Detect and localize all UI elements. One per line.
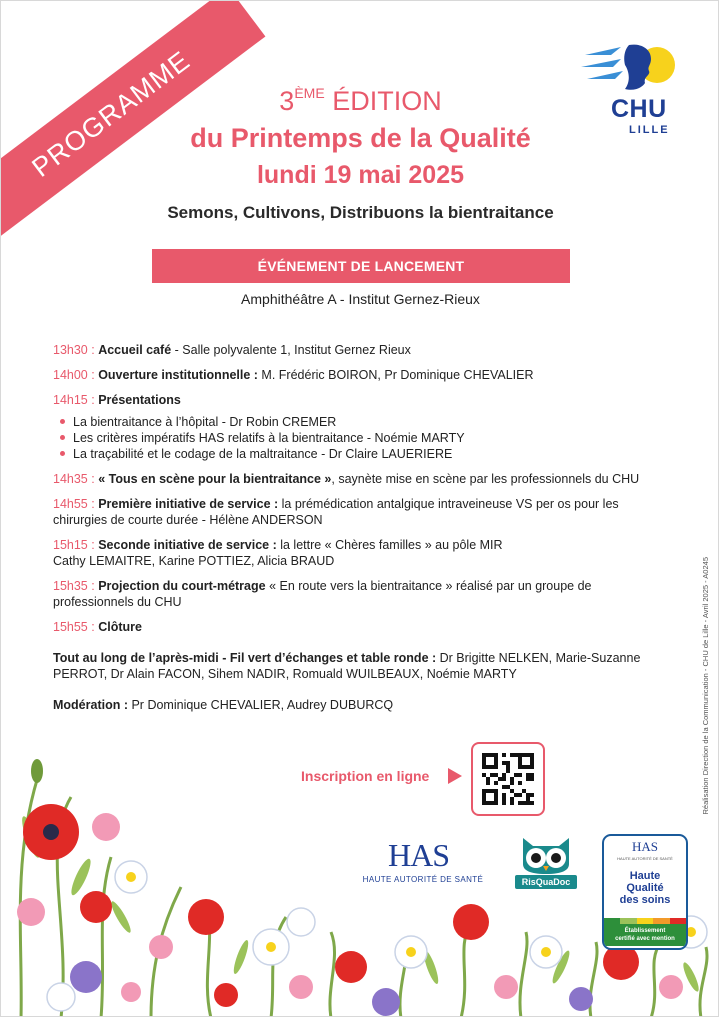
entry-title: Accueil café	[98, 343, 172, 357]
event-tagline: Semons, Cultivons, Distribuons la bientraitance	[167, 203, 554, 222]
roundtable-title: Tout au long de l’après-midi - Fil vert d’échanges et table ronde :	[53, 651, 437, 665]
entry-title: Clôture	[98, 620, 142, 634]
launch-location: Amphithéâtre A - Institut Gernez-Rieux	[241, 291, 480, 307]
edition-suffix: ÈME	[294, 85, 325, 101]
online-registration-label: Inscription en ligne	[301, 768, 430, 784]
edition-word: ÉDITION	[332, 86, 442, 116]
entry-detail: - Salle polyvalente 1, Institut Gernez Rieux	[171, 343, 411, 357]
hqs-certification	[604, 924, 686, 946]
hqs-foot-line1: Établissement	[624, 928, 666, 934]
registration-qr-code[interactable]	[471, 742, 545, 816]
entry-title: Projection du court-métrage	[98, 579, 266, 593]
has-logo-mark: HAS	[388, 837, 450, 873]
hqs-foot-line2: certifié avec mention	[615, 936, 675, 942]
lille-logo-text: LILLE	[629, 124, 670, 136]
entry-title: « Tous en scène pour la bientraitance »	[98, 472, 332, 486]
entry-title: Ouverture institutionnelle :	[98, 368, 258, 382]
list-item: Les critères impératifs HAS relatifs à la bientraitance - Noémie MARTY	[53, 430, 673, 446]
entry-time: 14h00 :	[53, 368, 95, 382]
entry-time: 15h35 :	[53, 579, 95, 593]
entry-title: Présentations	[98, 393, 181, 407]
roundtable-speakers: Dr Brigitte NELKEN, Marie-Suzanne PERROT, Dr Alain FACON, Sihem NADIR, Romuald WUILBEAUX, Noémie MARTY	[53, 651, 641, 681]
programme-entry-1555	[53, 619, 673, 635]
entry-detail: la prémédication antalgique intraveineuse VS per os pour les chirurgies de courte durée - Hélène ANDERSON	[53, 497, 619, 527]
hqs-has-mark: HAS	[631, 839, 658, 854]
haute-qualite-des-soins-badge	[602, 834, 688, 950]
programme-entry-1435	[53, 471, 673, 487]
launch-banner: ÉVÉNEMENT DE LANCEMENT	[152, 249, 570, 283]
entry-detail: « En route vers la bientraitance » réalisé par un groupe de professionnels du CHU	[53, 579, 592, 609]
hqs-has-subtitle: HAUTE AUTORITÉ DE SANTÉ	[617, 856, 673, 861]
hqs-title-line2: Qualité	[626, 882, 664, 894]
afternoon-roundtable	[53, 650, 673, 682]
title-block	[1, 77, 719, 223]
moderation-label: Modération :	[53, 698, 128, 712]
entry-detail: , saynète mise en scène par les professionnels du CHU	[331, 472, 640, 486]
has-logo	[358, 837, 488, 887]
programme-entry-1535	[53, 578, 673, 610]
has-logo-subtitle: HAUTE AUTORITÉ DE SANTÉ	[362, 875, 484, 884]
programme-entry-1415	[53, 392, 673, 408]
event-title: du Printemps de la Qualité	[190, 123, 531, 153]
hqs-title	[604, 870, 686, 906]
chu-logo-text: CHU	[611, 95, 667, 123]
entry-time: 15h55 :	[53, 620, 95, 634]
list-item: La traçabilité et le codage de la maltraitance - Dr Claire LAUERIERE	[53, 446, 673, 462]
presentations-list	[53, 414, 673, 462]
entry-speakers: Cathy LEMAITRE, Karine POTTIEZ, Alicia BRAUD	[53, 554, 335, 568]
entry-time: 14h55 :	[53, 497, 95, 511]
qr-code-icon	[482, 753, 534, 805]
entry-time: 14h35 :	[53, 472, 95, 486]
edition-line	[1, 77, 719, 117]
entry-time: 13h30 :	[53, 343, 95, 357]
hqs-title-line3: des soins	[619, 894, 671, 906]
event-date: lundi 19 mai 2025	[256, 161, 465, 189]
owl-icon	[515, 834, 577, 874]
risquadoc-logo	[515, 834, 577, 892]
programme-entry-1400	[53, 367, 673, 383]
arrow-right-icon	[448, 768, 462, 784]
programme-entry-1330	[53, 342, 673, 358]
entry-title: Seconde initiative de service :	[98, 538, 277, 552]
list-item: La bientraitance à l’hôpital - Dr Robin CREMER	[53, 414, 673, 430]
risquadoc-label: RisQuaDoc	[515, 875, 577, 889]
production-credit: Réalisation Direction de la Communication - CHU de Lille - Avril 2025 - A0245	[701, 557, 710, 815]
hqs-title-line1: Haute	[629, 870, 661, 882]
programme-list	[53, 342, 673, 722]
moderation-names: Pr Dominique CHEVALIER, Audrey DUBURCQ	[128, 698, 394, 712]
programme-entry-1515	[53, 537, 673, 569]
edition-number: 3	[279, 86, 295, 116]
entry-time: 15h15 :	[53, 538, 95, 552]
entry-detail: la lettre « Chères familles » au pôle MIR	[276, 538, 503, 552]
entry-time: 14h15 :	[53, 393, 95, 407]
entry-title: Première initiative de service :	[98, 497, 279, 511]
entry-detail: M. Frédéric BOIRON, Pr Dominique CHEVALIER	[257, 368, 534, 382]
ribbon-label: PROGRAMME	[26, 44, 196, 183]
programme-entry-1455	[53, 496, 673, 528]
moderation	[53, 697, 673, 713]
